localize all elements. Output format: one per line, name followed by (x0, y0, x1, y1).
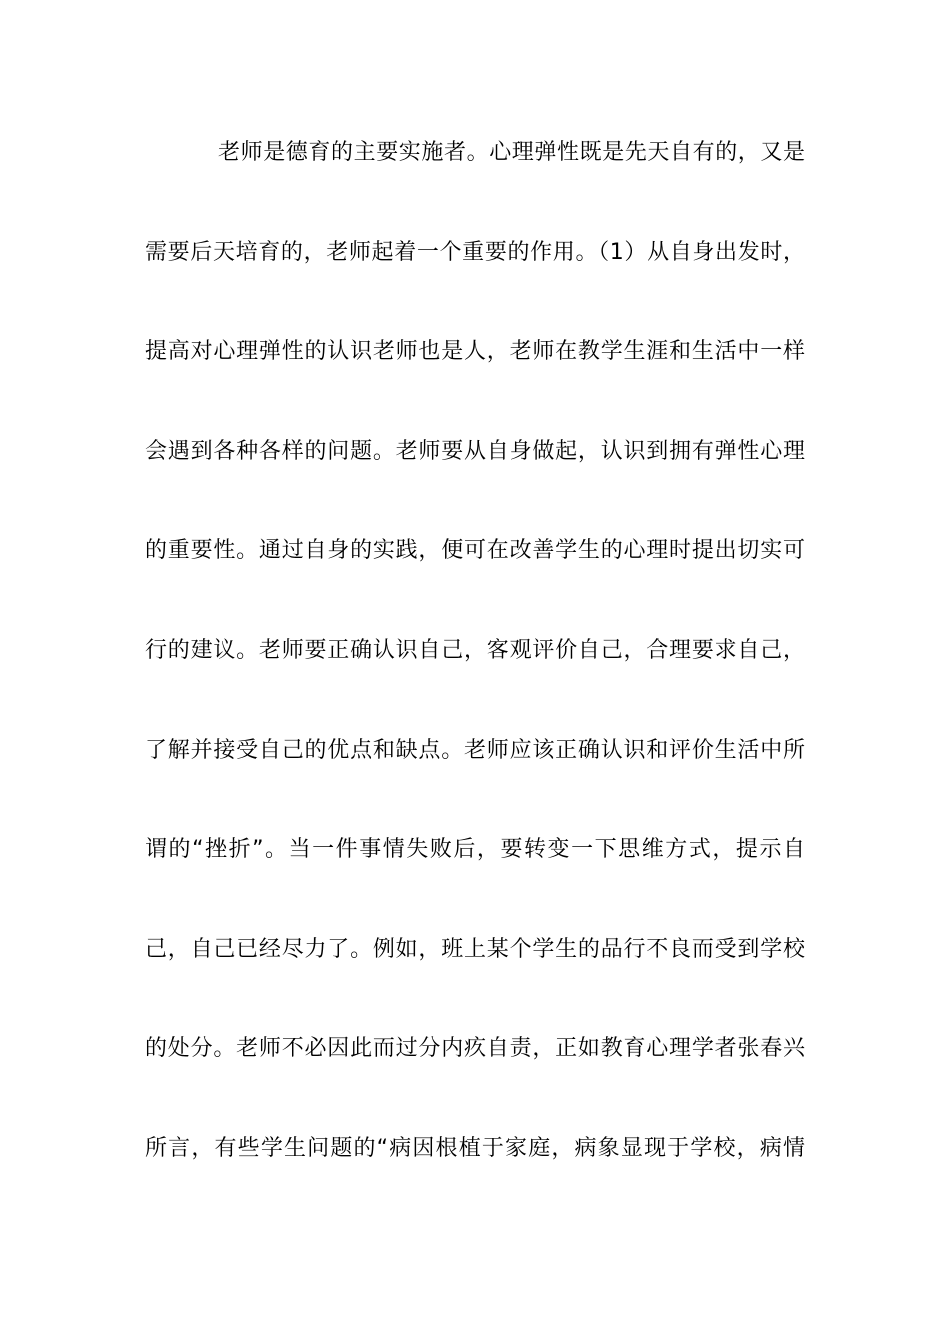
text-line-1: 老师是德育的主要实施者。心理弹性既是先天自有的，又是 (218, 140, 805, 165)
text-line-6: 行的建议。老师要正确认识自己，客观评价自己，合理要求自己， (145, 637, 805, 663)
text-line-2: 需要后天培育的，老师起着一个重要的作用。（1）从自身出发时， (145, 239, 805, 265)
text-line-10: 的处分。老师不必因此而过分内疚自责，正如教育心理学者张春兴 (145, 1036, 805, 1062)
text-line-8: 谓的“挫折”。当一件事情失败后，要转变一下思维方式，提示自 (145, 837, 805, 863)
text-line-11: 所言，有些学生问题的“病因根植于家庭，病象显现于学校，病情 (145, 1135, 805, 1161)
text-line-4: 会遇到各种各样的问题。老师要从自身做起，认识到拥有弹性心理 (145, 438, 805, 464)
text-line-3: 提高对心理弹性的认识老师也是人，老师在教学生涯和生活中一样 (145, 339, 805, 365)
text-line-9: 己，自己已经尽力了。例如，班上某个学生的品行不良而受到学校 (145, 936, 805, 962)
text-line-5: 的重要性。通过自身的实践，便可在改善学生的心理时提出切实可 (145, 538, 805, 564)
text-line-7: 了解并接受自己的优点和缺点。老师应该正确认识和评价生活中所 (145, 737, 805, 763)
body-paragraph (145, 132, 805, 1228)
